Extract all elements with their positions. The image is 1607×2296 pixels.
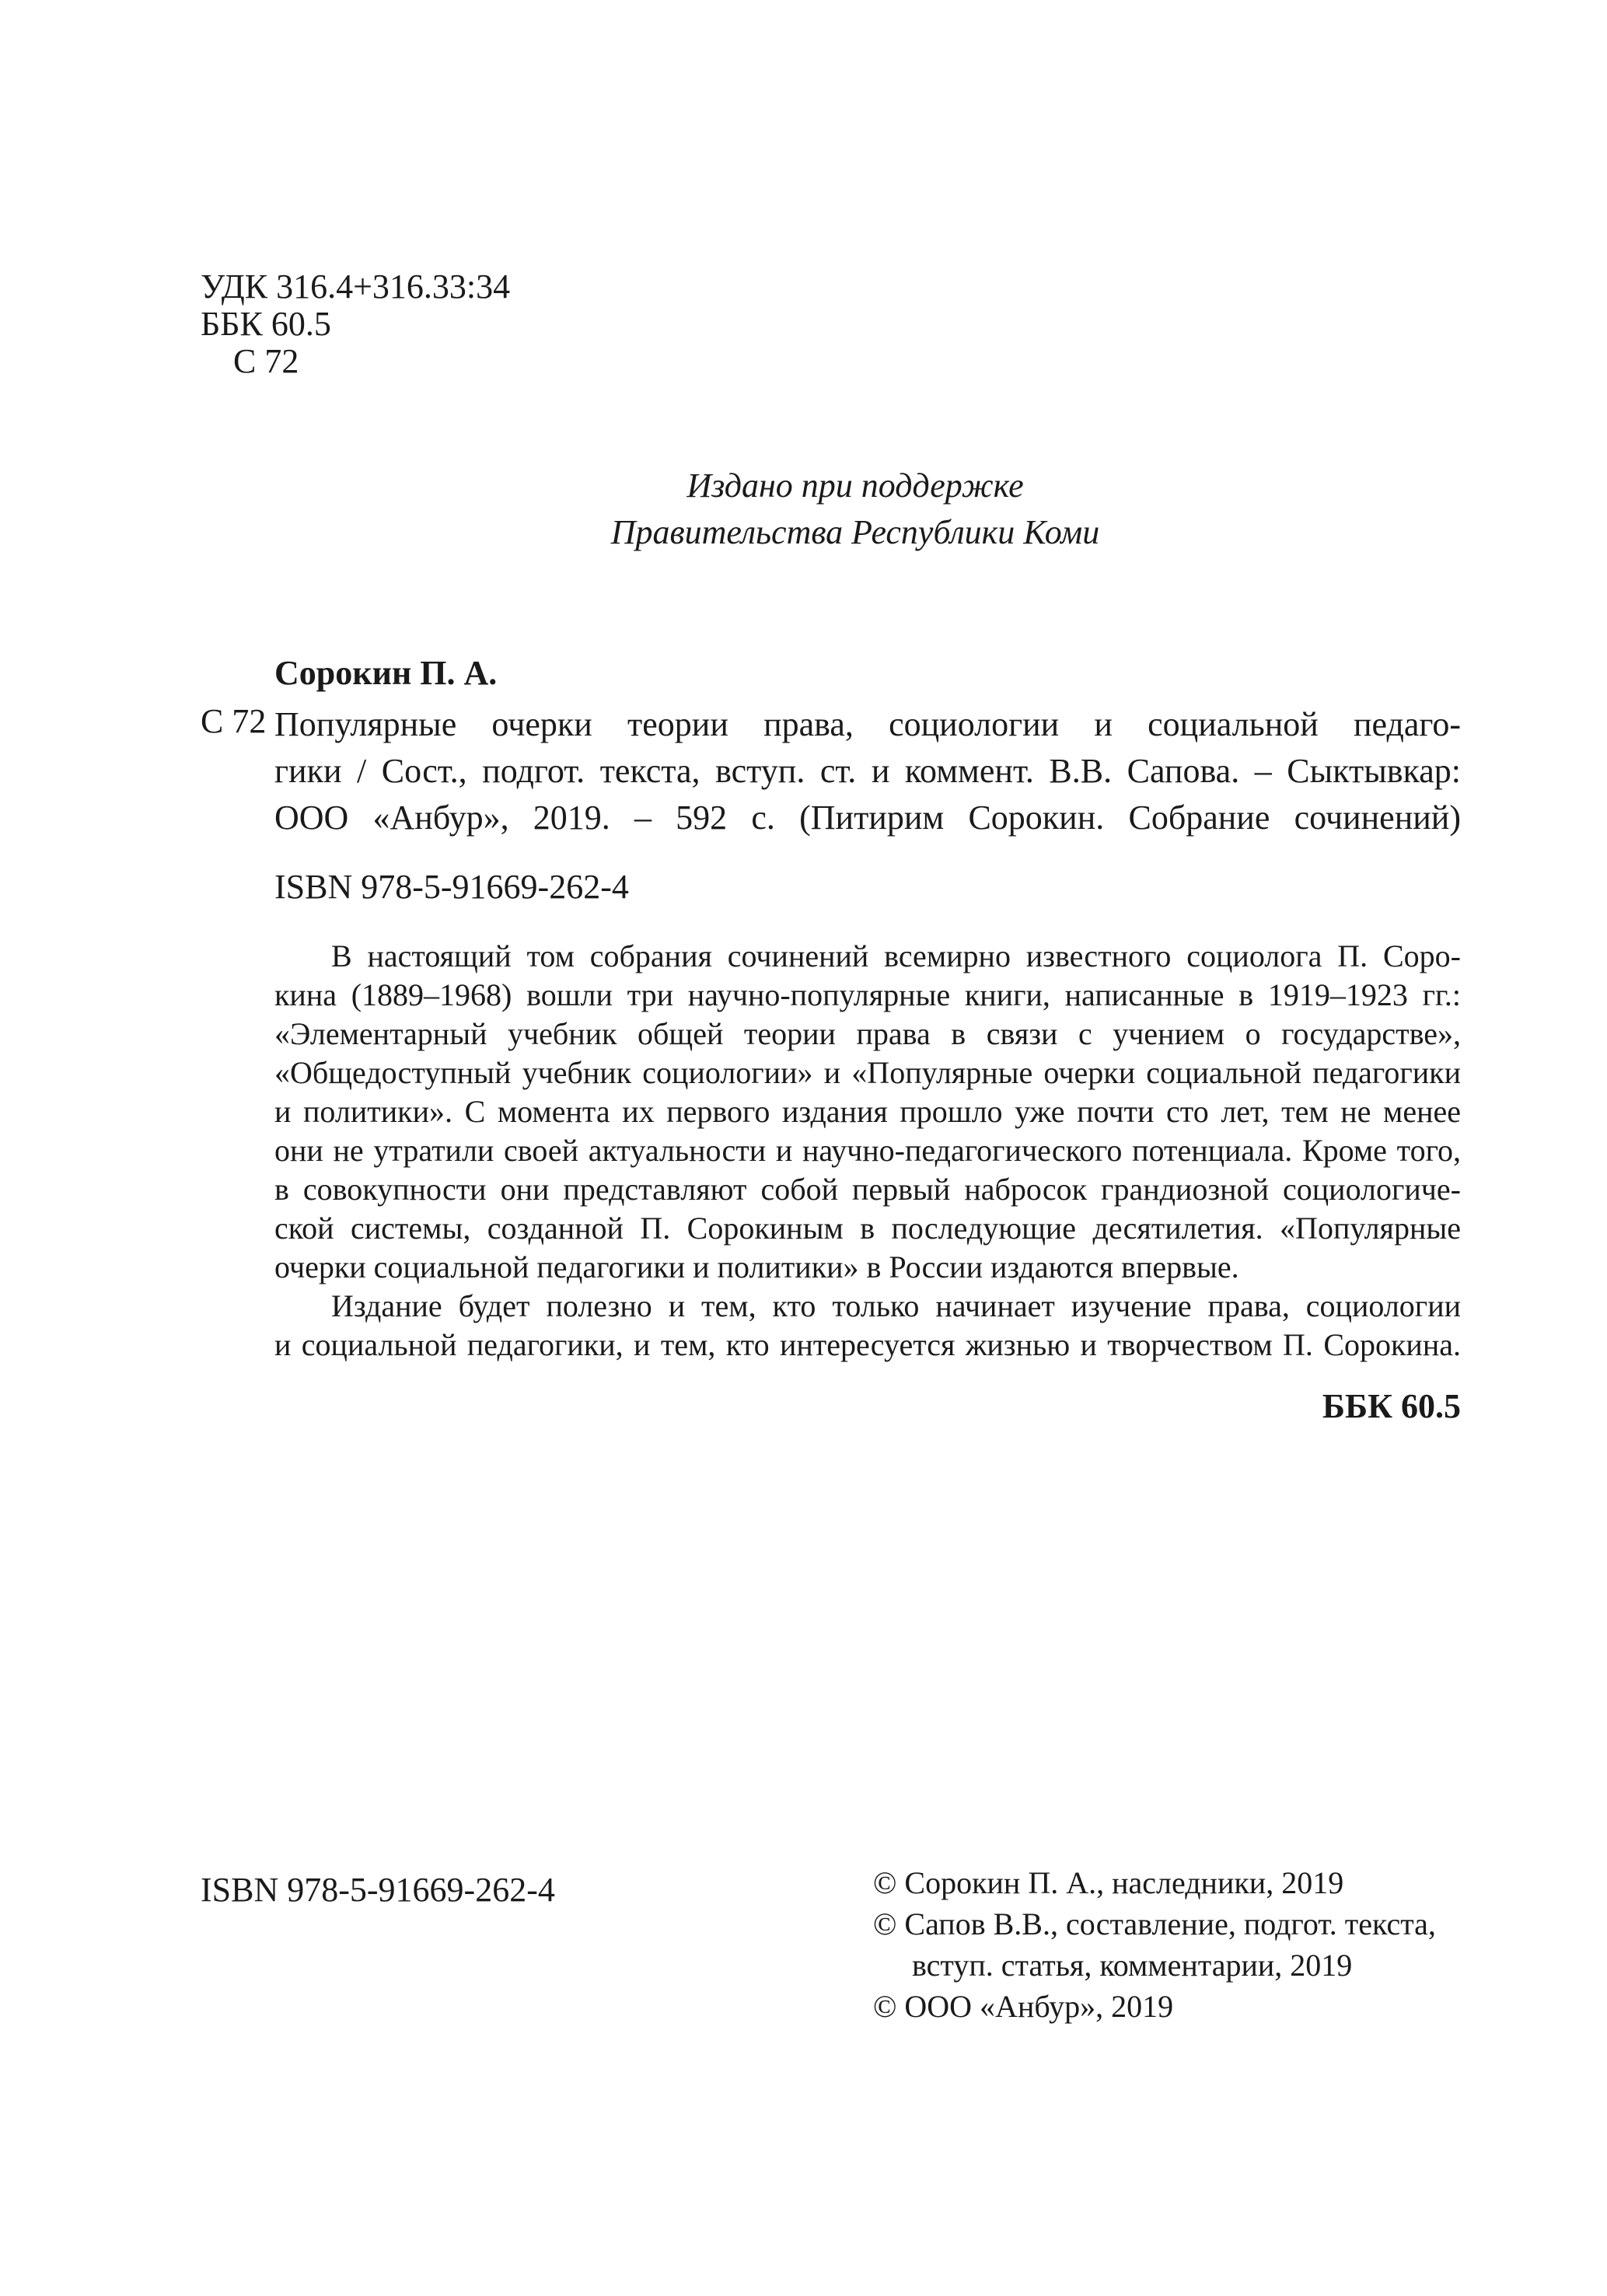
annotation — [274, 937, 1461, 1365]
isbn-bottom: ISBN 978-5-91669-262-4 — [201, 1871, 555, 1909]
annotation-line: очерки социальной педагогики и политики» в России издаются впервые. — [274, 1249, 1239, 1284]
annotation-line: Издание будет полезно и тем, кто только начинает изучение права, социологии — [331, 1288, 1461, 1323]
bibliographic-description — [274, 701, 1461, 841]
annotation-line: они не утратили своей актуальности и научно-педагогического потенциала. Кроме того, — [274, 1133, 1461, 1168]
annotation-line: и социальной педагогики, и тем, кто интересуется жизнью и творчеством П. Сорокина. — [274, 1327, 1461, 1362]
annotation-line: кина (1889–1968) вошли три научно-популярные книги, написанные в 1919–1923 гг.: — [274, 977, 1461, 1012]
udk-code: УДК 316.4+316.33:34 — [201, 267, 511, 306]
annotation-line: «Общедоступный учебник социологии» и «Популярные очерки социальной педагогики — [274, 1055, 1461, 1090]
biblio-line: ООО «Анбур», 2019. – 592 с. (Питирим Сорокин. Собрание сочинений) — [274, 799, 1461, 837]
copyright-notices — [873, 1862, 1436, 2027]
copyright-publisher: © ООО «Анбур», 2019 — [873, 1989, 1174, 2024]
author-heading: Сорокин П. А. — [274, 654, 498, 692]
copyright-compiler-cont: вступ. статья, комментарии, 2019 — [912, 1948, 1353, 1983]
biblio-line: Популярные очерки теории права, социологии и социальной педаго- — [274, 705, 1461, 743]
author-mark: С 72 — [233, 342, 299, 380]
isbn-top: ISBN 978-5-91669-262-4 — [274, 868, 629, 906]
bbk-code: ББК 60.5 — [201, 305, 331, 343]
classification-codes — [201, 268, 510, 380]
copyright-compiler: © Сапов В.В., составление, подгот. текста, — [873, 1906, 1436, 1941]
biblio-line: гики / Сост., подгот. текста, вступ. ст. и коммент. В.В. Сапова. – Сыктывкар: — [274, 752, 1461, 790]
annotation-line: «Элементарный учебник общей теории права в связи с учением о государстве», — [274, 1016, 1461, 1051]
support-line-1: Издано при поддержке — [686, 467, 1024, 505]
annotation-line: и политики». С момента их первого издания прошло уже почти сто лет, тем не менее — [274, 1094, 1461, 1129]
annotation-line: ской системы, созданной П. Сорокиным в последующие десятилетия. «Популярные — [274, 1211, 1461, 1246]
copyright-author: © Сорокин П. А., наследники, 2019 — [873, 1865, 1344, 1900]
support-line-2: Правительства Республики Коми — [610, 513, 1100, 551]
annotation-line: В настоящий том собрания сочинений всемирно известного социолога П. Соро- — [331, 938, 1461, 973]
support-note — [544, 463, 1166, 556]
bibliographic-author-mark: С 72 — [201, 702, 267, 740]
bbk-bottom: ББК 60.5 — [1322, 1387, 1461, 1425]
annotation-line: в совокупности они представляют собой первый набросок грандиозной социологиче- — [274, 1172, 1461, 1207]
